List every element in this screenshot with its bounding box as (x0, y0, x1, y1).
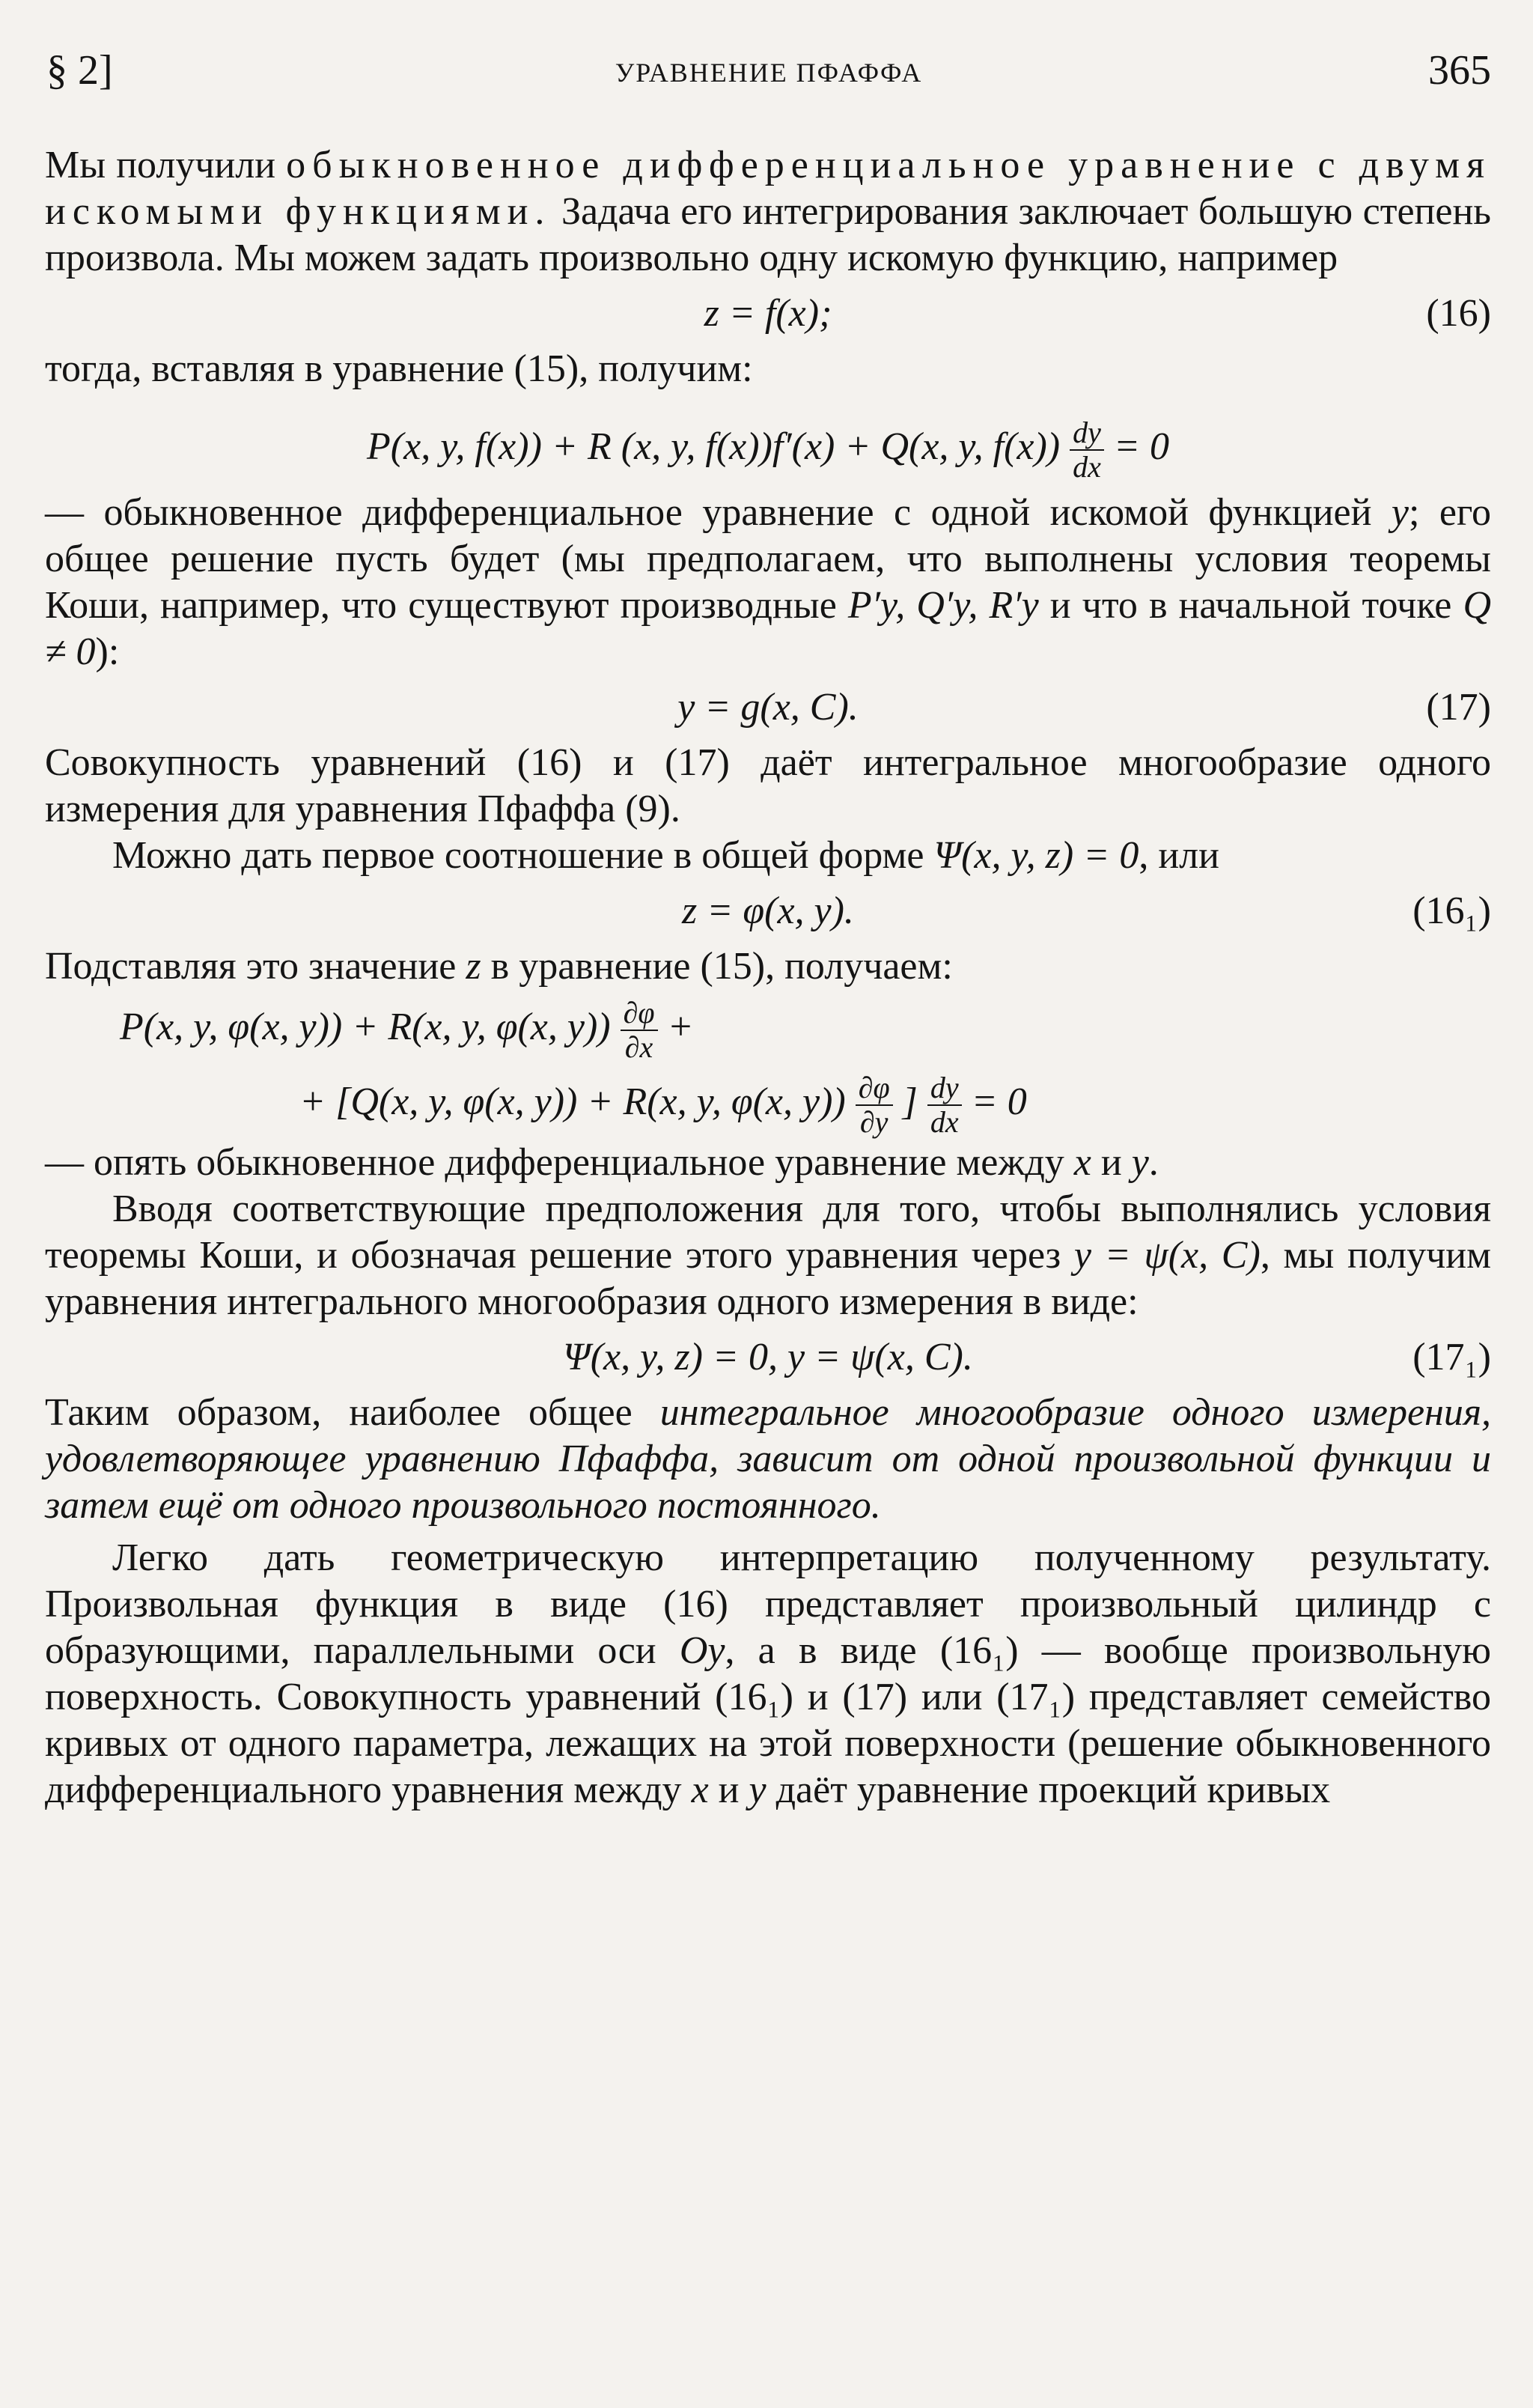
text: и (1091, 1141, 1132, 1184)
fraction-numerator: ∂φ (621, 997, 658, 1031)
fraction-denominator: dx (930, 1105, 959, 1140)
equation-line-2 (45, 1065, 1491, 1140)
italic-statement: интегральное многообразие одного измерения, удовлетворяющее уравнению Пфаффа, зависит от одной произвольной функции и затем ещё от одного произвольного постоянного. (45, 1391, 1491, 1527)
equation-body: Ψ(x, y, z) = 0, y = ψ(x, C). (563, 1336, 973, 1378)
text: в уравнение (15), получаем: (481, 945, 953, 988)
paragraph-4: Совокупность уравнений (16) и (17) даёт интегральное многообразие одного измерения для уравнения Пфаффа (9). (45, 741, 1491, 830)
page-body (45, 142, 1491, 1813)
text: . (1148, 1141, 1159, 1184)
math-z: z (466, 945, 481, 988)
paragraph-9 (45, 1390, 1491, 1529)
equation-body: y = g(x, C). (677, 686, 859, 729)
equation-left: P(x, y, f(x)) + R (x, y, f(x))f′(x) + Q(x, y, f(x)) (367, 425, 1061, 468)
fraction-numerator: dy (1070, 416, 1104, 451)
text: Таким образом, наиболее общее (45, 1391, 660, 1434)
text: ): (95, 630, 120, 673)
equation-body: z = φ(x, y). (682, 890, 854, 932)
spacer (45, 1529, 1491, 1535)
text: Вводя соответствующие предположения для того, чтобы выполнялись условия теоремы Коши, и обозначая решение этого уравнения через (45, 1188, 1491, 1277)
fraction-dy-dx (1070, 416, 1104, 484)
paragraph-1 (45, 142, 1491, 282)
equation-number: (17) (1426, 686, 1491, 729)
text: и что в начальной точке (1038, 584, 1463, 627)
text: , или (1139, 834, 1219, 877)
running-title: УРАВНЕНИЕ ПФАФФА (615, 58, 923, 88)
text: — опять обыкновенное дифференциальное уравнение между (45, 1141, 1074, 1184)
math-y: y (1131, 1141, 1149, 1184)
equation-17 (45, 683, 1491, 732)
fraction-numerator: dy (927, 1071, 962, 1106)
fraction-numerator: ∂φ (856, 1071, 893, 1106)
equation-right: = 0 (971, 1080, 1027, 1123)
equation-number: (16₁) (1412, 890, 1491, 932)
equation-line-content (120, 990, 694, 1065)
math-condition: Q ≠ 0 (45, 584, 1492, 673)
text: даёт уравнение проекций кривых (766, 1769, 1331, 1811)
page-header (46, 46, 1491, 99)
section-number: § 2] (46, 47, 113, 94)
paragraph-8 (45, 1186, 1491, 1325)
paragraph-6 (45, 943, 1491, 990)
equation-right: + (667, 1006, 694, 1048)
text: , мы получим уравнения интегрального многообразия одного измерения в виде: (45, 1234, 1491, 1323)
equation-body (45, 416, 1491, 484)
text: Можно дать первое соотношение в общей форме (112, 834, 934, 877)
text: Подставляя это значение (45, 945, 466, 988)
fraction-dphi-dy (856, 1071, 893, 1139)
paragraph-7 (45, 1140, 1491, 1186)
math-oy: Oy (679, 1629, 725, 1672)
page-number: 365 (1428, 47, 1491, 94)
text: ; его общее решение пусть будет (мы предполагаем, что выполнены условия теоремы Коши, например, что существуют производные (45, 491, 1491, 627)
equation-number: (16) (1426, 292, 1491, 335)
fraction-dphi-dx (621, 997, 658, 1064)
equation-substituted (45, 400, 1491, 482)
equation-body: z = f(x); (704, 292, 832, 335)
text: Задача его интегрирования заключает большую степень произвола. Мы можем задать произвольно одну искомую функцию, например (45, 190, 1491, 279)
fraction-denominator: ∂x (624, 1030, 653, 1065)
paragraph-2: тогда, вставляя в уравнение (15), получим: (45, 347, 753, 390)
fraction-denominator: dx (1073, 450, 1101, 484)
text: и (708, 1769, 749, 1811)
paragraph-10 (45, 1535, 1491, 1813)
text: — обыкновенное дифференциальное уравнение с одной искомой функцией (45, 491, 1392, 534)
text: Легко дать геометрическую интерпретацию полученному результату. Произвольная функция в виде (16) представляет произвольный цилиндр с образующими, параллельными оси (45, 1536, 1491, 1672)
fraction-dy-dx (927, 1071, 962, 1139)
equation-16 (45, 289, 1491, 338)
paragraph-3 (45, 490, 1491, 675)
equation-left: P(x, y, φ(x, y)) + R(x, y, φ(x, y)) (120, 1006, 611, 1048)
math-solution: y = ψ(x, C) (1073, 1234, 1261, 1277)
spaced-text: обыкновенное дифференциальное уравнение с двумя искомыми функциями. (45, 144, 1491, 233)
math-x: x (691, 1769, 709, 1811)
math-derivatives: P′y, Q′y, R′y (847, 584, 1039, 627)
equation-17-1 (45, 1333, 1491, 1382)
math-y: y (749, 1769, 766, 1811)
math-psi: Ψ(x, y, z) = 0 (933, 834, 1139, 877)
equation-16-1 (45, 887, 1491, 936)
text: , а в виде (16₁) — вообще произвольную поверхность. Совокупность уравнений (16₁) и (17) или (17₁) представляет семейство кривых от одного параметра, лежащих на этой поверхности (решение обыкновенного дифференциального уравнения между (45, 1629, 1491, 1811)
text: Мы получили (45, 144, 287, 186)
equation-line-1 (45, 990, 1491, 1065)
equation-left: + [Q(x, y, φ(x, y)) + R(x, y, φ(x, y)) (299, 1080, 846, 1123)
equation-line-content (299, 1065, 1027, 1140)
equation-number: (17₁) (1412, 1336, 1491, 1378)
math-x: x (1073, 1141, 1091, 1184)
closing-bracket: ] (902, 1080, 918, 1123)
paragraph-5 (45, 833, 1491, 879)
math-y: y (1391, 491, 1409, 534)
fraction-denominator: ∂y (859, 1105, 889, 1140)
equation-right: = 0 (1113, 425, 1169, 468)
